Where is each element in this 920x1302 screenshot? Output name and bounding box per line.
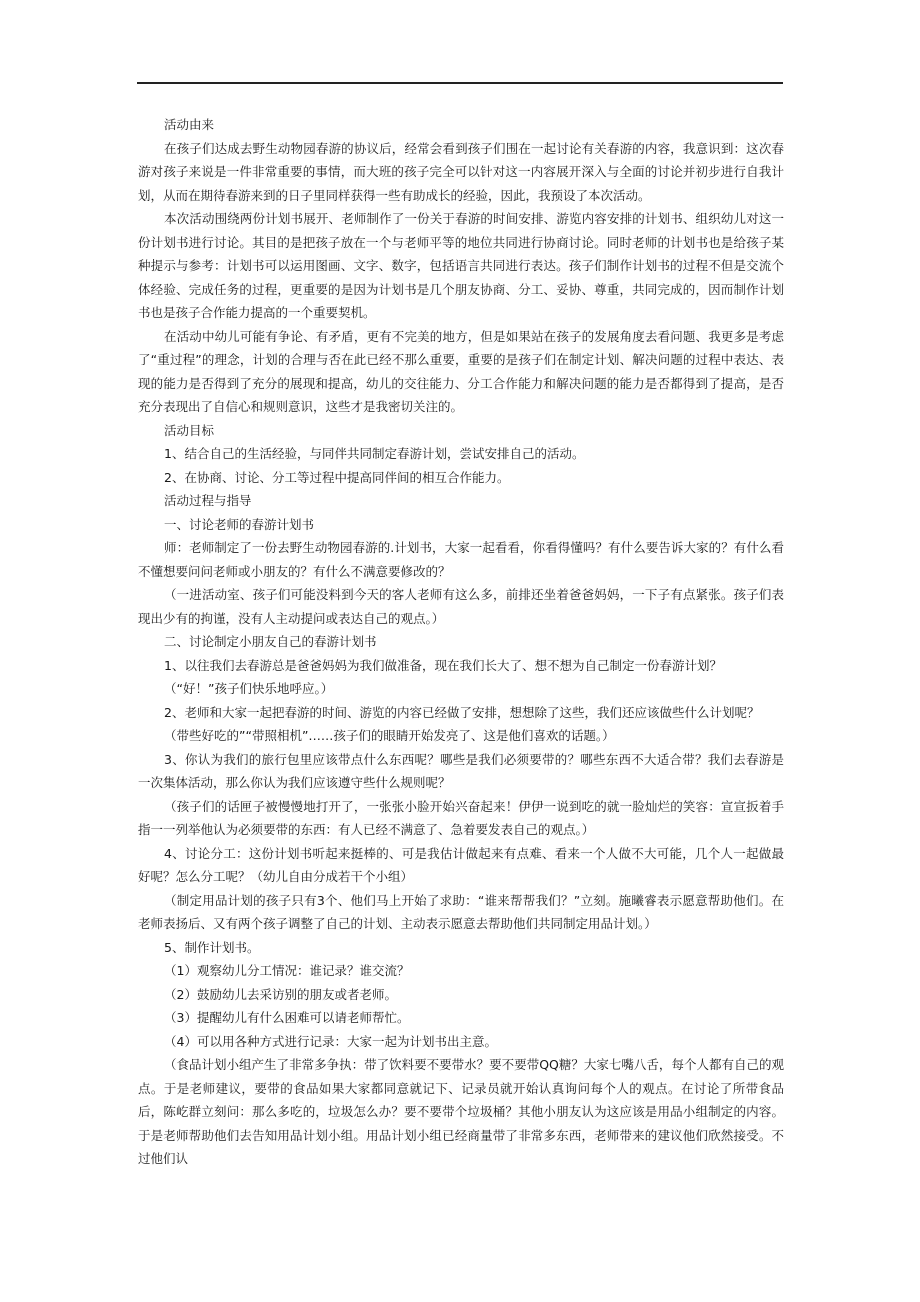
paragraph: 4、讨论分工：这份计划书听起来挺棒的、可是我估计做起来有点难、看来一个人做不大可能，几个人一起做最好呢？怎么分工呢？（幼儿自由分成若干个小组） (138, 845, 784, 884)
header-rule (137, 82, 783, 84)
paragraph: （带些好吃的”“带照相机”……孩子们的眼睛开始发亮了、这是他们喜欢的话题。） (164, 728, 615, 743)
goal-item: 2、在协商、讨论、分工等过程中提高同伴间的相互合作能力。 (164, 469, 510, 485)
paragraph: （“好！”孩子们快乐地呼应。） (164, 681, 334, 696)
list-item: （3）提醒幼儿有什么困难可以请老师帮忙。 (164, 1010, 410, 1025)
paragraph: 5、制作计划书。 (164, 939, 260, 955)
paragraph: 2、老师和大家一起把春游的时间、游览的内容已经做了安排，想想除了这些，我们还应该做些什么计划呢？ (164, 704, 760, 720)
heading-activity-goals: 活动目标 (164, 422, 215, 438)
paragraph: （孩子们的话匣子被慢慢地打开了，一张张小脸开始兴奋起来！伊伊一说到吃的就一脸灿烂的笑容：宣宣扳着手指一一列举他认为必须要带的东西：有人已经不满意了、急着要发表自己的观点。） (138, 798, 784, 837)
paragraph: 在孩子们达成去野生动物园春游的协议后，经常会看到孩子们围在一起讨论有关春游的内容，我意识到：这次春游对孩子来说是一件非常重要的事情，而大班的孩子完全可以针对这一内容展开深入与全面的讨论并初步进行自我计划，从而在期待春游来到的日子里同样获得一些有助成长的经验，因此，我预设了本次活动。 (138, 140, 784, 203)
goal-item: 1、结合自己的生活经验，与同伴共同制定春游计划，尝试安排自己的活动。 (164, 446, 585, 461)
list-item: （4）可以用各种方式进行记录：大家一起为计划书出主意。 (164, 1033, 497, 1049)
paragraph: 1、以往我们去春游总是爸爸妈妈为我们做准备，现在我们长大了、想不想为自己制定一份春游计划？ (164, 657, 722, 673)
paragraph: （制定用品计划的孩子只有3个、他们马上开始了求助：“谁来帮帮我们？”立刻。施曦睿表示愿意帮助他们。在老师表扬后、又有两个孩子调整了自己的计划、主动表示愿意去帮助他们共同制定用品计划。） (138, 892, 784, 931)
paragraph: （食品计划小组产生了非常多争执：带了饮料要不要带水？要不要带QQ糖？大家七嘴八舌，每个人都有自己的观点。于是老师建议，要带的食品如果大家都同意就记下、记录员就开始认真询问每个人的观点。在讨论了所带食品后，陈屹群立刻问：那么多吃的，垃圾怎么办？要不要带个垃圾桶？其他小朋友认为这应该是用品小组制定的内容。于是老师帮助他们去告知用品计划小组。用品计划小组已经商量带了非常多东西，老师带来的建议他们欣然接受。不过他们认 (138, 1057, 784, 1166)
section-heading: 一、讨论老师的春游计划书 (164, 516, 315, 532)
paragraph: 3、你认为我们的旅行包里应该带点什么东西呢？哪些是我们必须要带的？哪些东西不大适合带？我们去春游是一次集体活动，那么你认为我们应该遵守些什么规则呢？ (138, 751, 784, 790)
list-item: （2）鼓励幼儿去采访别的朋友或者老师。 (164, 986, 397, 1002)
section-heading: 二、讨论制定小朋友自己的春游计划书 (164, 634, 377, 649)
heading-activity-origin: 活动由来 (164, 117, 215, 132)
paragraph: 师：老师制定了一份去野生动物园春游的.计划书，大家一起看看，你看得懂吗？有什么要告诉大家的？有什么看不懂想要问问老师或小朋友的？有什么不满意要修改的？ (138, 540, 784, 579)
heading-activity-process: 活动过程与指导 (164, 493, 252, 508)
paragraph: （一进活动室、孩子们可能没料到今天的客人老师有这么多，前排还坐着爸爸妈妈，一下子有点紧张。孩子们表现出少有的拘谨，没有人主动提问或表达自己的观点。） (138, 587, 784, 626)
document-body (138, 113, 784, 1171)
paragraph: 本次活动围绕两份计划书展开、老师制作了一份关于春游的时间安排、游览内容安排的计划书、组织幼儿对这一份计划书进行讨论。其目的是把孩子放在一个与老师平等的地位共同进行协商讨论。同时老师的计划书也是给孩子某种提示与参考：计划书可以运用图画、文字、数字，包括语言共同进行表达。孩子们制作计划书的过程不但是交流个体经验、完成任务的过程，更重要的是因为计划书是几个朋友协商、分工、妥协、尊重，共同完成的，因而制作计划书也是孩子合作能力提高的一个重要契机。 (138, 211, 784, 320)
paragraph: 在活动中幼儿可能有争论、有矛盾，更有不完美的地方，但是如果站在孩子的发展角度去看问题、我更多是考虑了“重过程”的理念，计划的合理与否在此已经不那么重要，重要的是孩子们在制定计划、解决问题的过程中表达、表现的能力是否得到了充分的展现和提高，幼儿的交往能力、分工合作能力和解决问题的能力是否都得到了提高，是否充分表现出了自信心和规则意识，这些才是我密切关注的。 (138, 328, 784, 414)
list-item: （1）观察幼儿分工情况：谁记录？谁交流？ (164, 963, 410, 978)
